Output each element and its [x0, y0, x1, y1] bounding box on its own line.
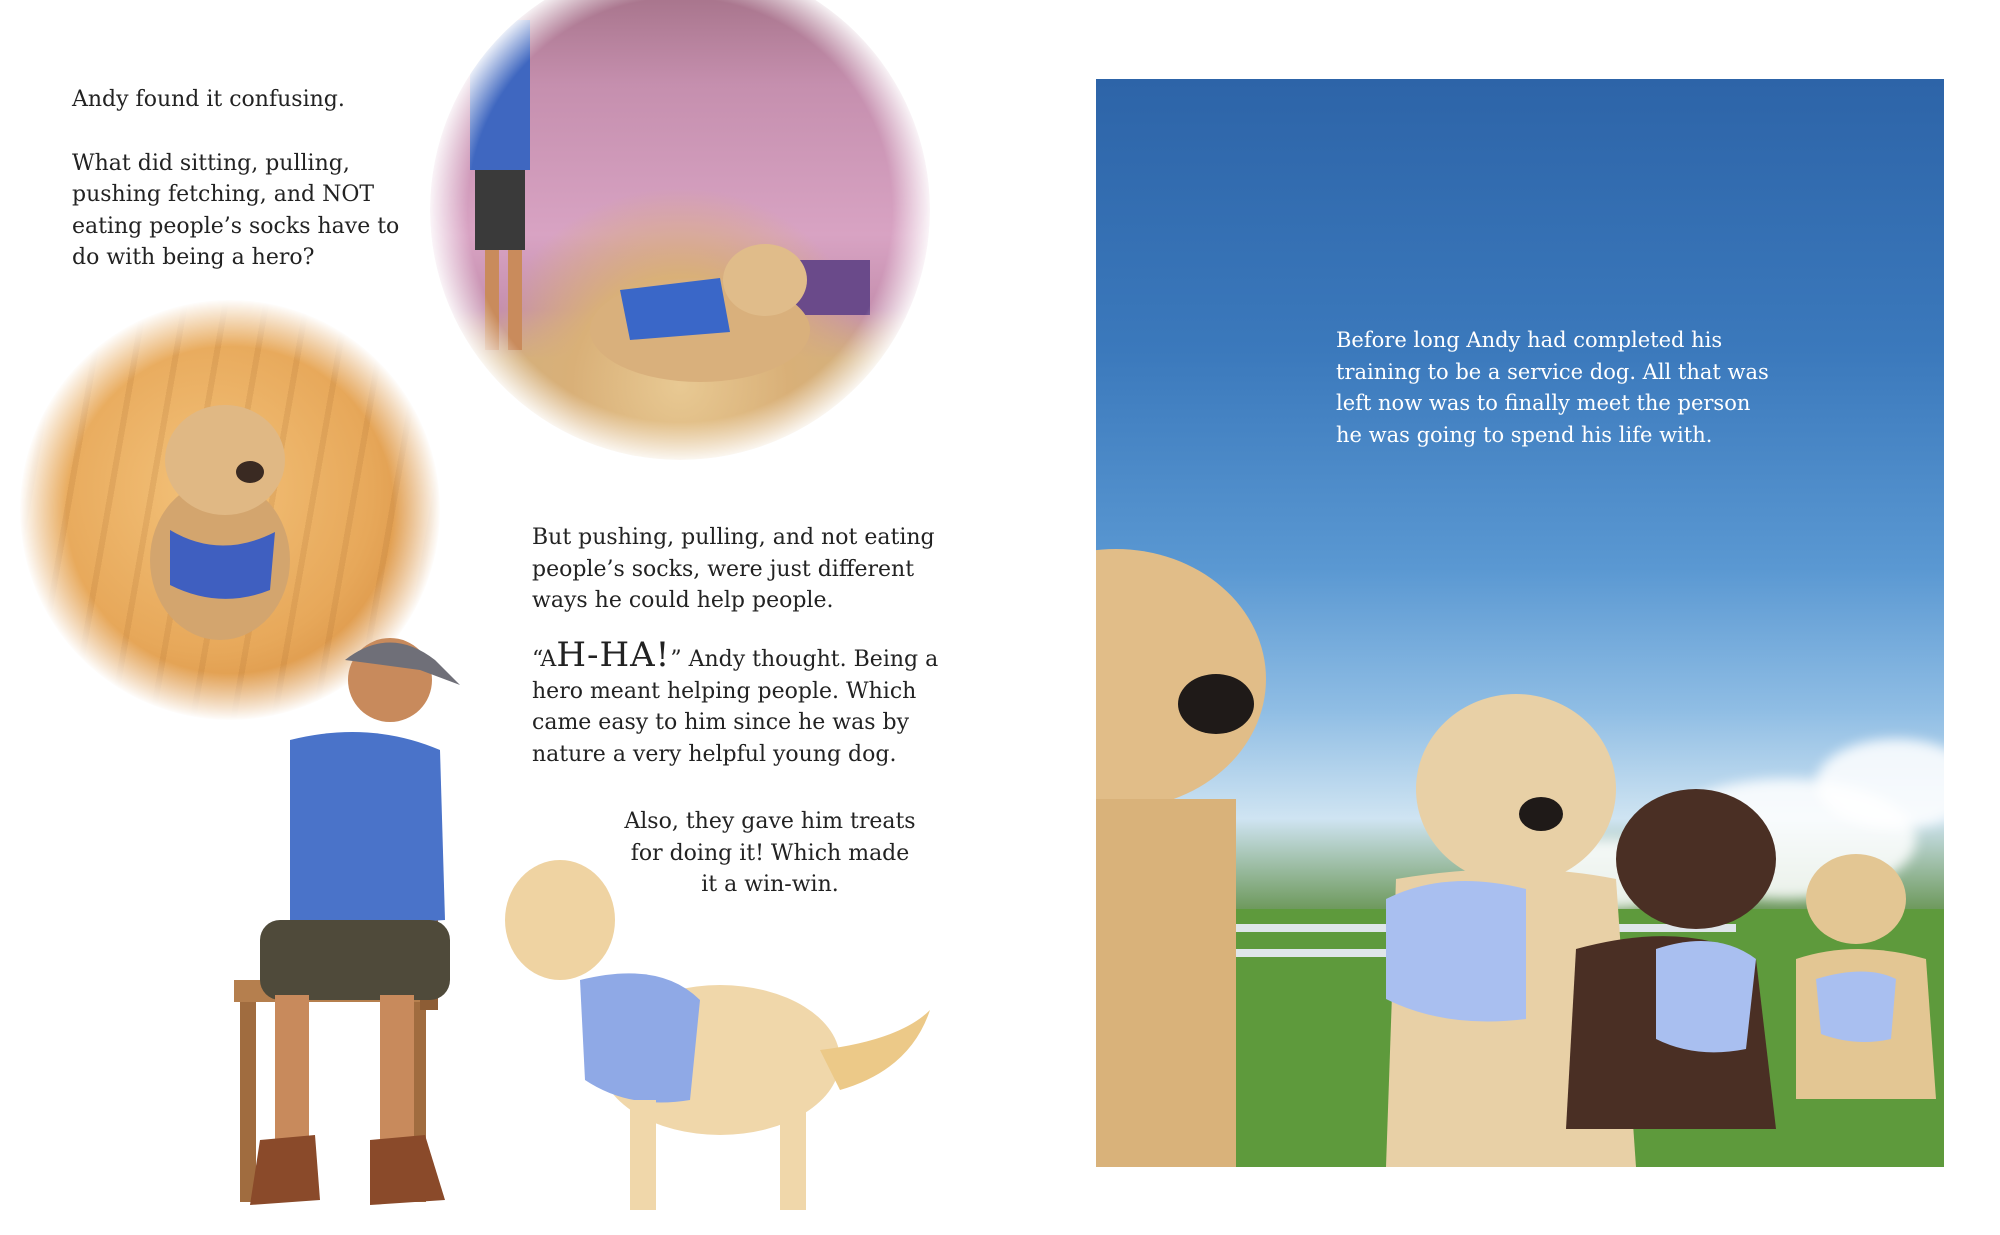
illustration-service-dogs-in-field: [1096, 79, 1944, 1167]
intro-line-2: What did sitting, pulling, pushing fetching, and NOT eating people’s socks have to do with being a hero?: [72, 150, 400, 270]
aha-caps: H-HA: [556, 635, 656, 675]
trainer-leg: [508, 250, 522, 350]
trainer-leg: [275, 995, 309, 1145]
dog-head: [505, 860, 615, 980]
dog-nose: [1178, 674, 1254, 734]
aha-exclaim: !: [655, 635, 671, 675]
aha-rest: Andy thought. Being a hero meant helping people. Which came easy to him since he was by nature a very helpful young dog.: [532, 647, 939, 767]
dog-head: [723, 244, 807, 316]
trainer-shorts: [475, 170, 525, 250]
aha-close-quote: ”: [670, 647, 682, 672]
puppy-head: [165, 405, 285, 515]
dog-tail: [820, 1010, 930, 1090]
explain-paragraph: But pushing, pulling, and not eating people’s socks, were just different ways he could help people.: [532, 525, 935, 613]
room-scene-svg: [430, 0, 930, 460]
trainer-leg: [380, 995, 414, 1145]
chair-leg: [240, 1002, 256, 1202]
trainer-shirt: [290, 732, 445, 930]
aha-small-a: A: [540, 647, 557, 672]
dog-head: [1096, 549, 1266, 809]
caption-paragraph: Before long Andy had completed his training to be a service dog. All that was left now was to finally meet the person he was going to spend his life with.: [1336, 328, 1769, 447]
dog-body: [1096, 799, 1236, 1167]
field-scene-svg: [1096, 79, 1944, 1167]
dog-head: [1806, 854, 1906, 944]
trainer-shirt: [470, 20, 530, 170]
dog-vest: [620, 278, 730, 340]
illustration-trainer-and-dog: [220, 630, 960, 1220]
intro-line-1: Andy found it confusing.: [72, 87, 345, 112]
caption-text: [1336, 325, 1776, 451]
dog-vest: [1816, 972, 1896, 1043]
explain-text: [532, 522, 952, 617]
dog-leg: [780, 1100, 806, 1210]
illustration-dog-pulling-drawer: [430, 0, 930, 460]
trainer-boot: [250, 1135, 320, 1205]
trainer-boot: [370, 1135, 445, 1205]
right-page: [1040, 0, 2000, 1235]
dog-vest: [1656, 941, 1756, 1052]
trainer-shorts: [260, 920, 450, 1000]
paragraph-gap: [72, 116, 402, 148]
dog-vest: [1386, 881, 1526, 1022]
dog-head: [1616, 789, 1776, 929]
intro-text: [72, 84, 402, 274]
dog-nose: [1519, 797, 1563, 831]
aha-open-quote: “: [532, 647, 541, 672]
dog-leg: [630, 1100, 656, 1210]
trainer-leg: [485, 250, 499, 350]
treats-paragraph: Also, they gave him treats for doing it! Which made it a win-win.: [624, 809, 916, 897]
dog-vest: [580, 973, 700, 1102]
puppy-nose: [236, 461, 264, 483]
dog-head: [1416, 694, 1616, 884]
